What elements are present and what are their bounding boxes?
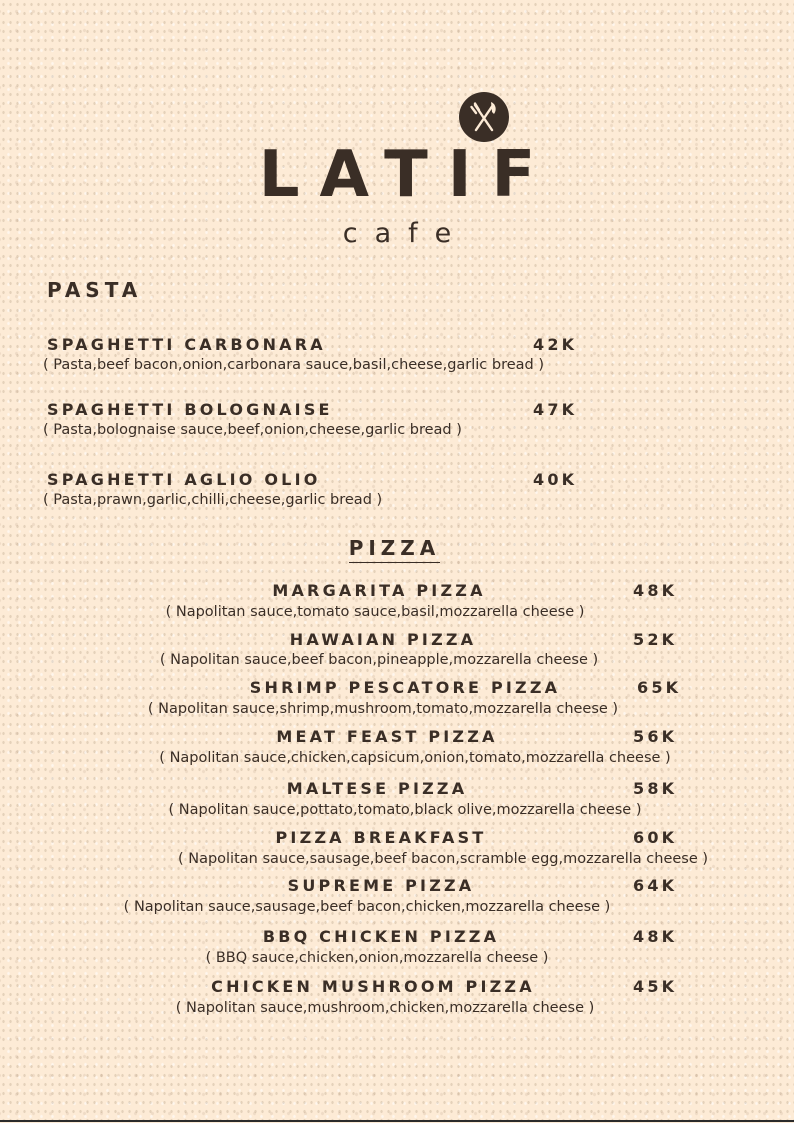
pizza-item-desc: ( Napolitan sauce,sausage,beef bacon,chicken,mozzarella cheese ) [123,899,611,915]
pizza-item-desc: ( Napolitan sauce,shrimp,mushroom,tomato,mozzarella cheese ) [147,701,619,717]
pizza-item-desc: ( BBQ sauce,chicken,onion,mozzarella cheese ) [205,950,549,966]
pasta-item-desc: ( Pasta,bolognaise sauce,beef,onion,cheese,garlic bread ) [43,422,462,438]
pasta-item-desc: ( Pasta,prawn,garlic,chilli,cheese,garlic bread ) [43,492,383,508]
pasta-item-price: 40K [533,470,578,489]
pizza-item-name: SHRIMP PESCATORE PIZZA [249,678,561,697]
pizza-item-name: CHICKEN MUSHROOM PIZZA [211,977,535,996]
pasta-item-price: 42K [533,335,578,354]
pizza-item-name: MARGARITA PIZZA [272,581,486,600]
page-bottom-edge [0,1120,794,1122]
pizza-item-name: HAWAIAN PIZZA [289,630,477,649]
pizza-item-price: 60K [633,828,678,847]
pizza-item-name: MEAT FEAST PIZZA [276,727,498,746]
pizza-item-name: MALTESE PIZZA [286,779,468,798]
pizza-section-title [0,536,779,560]
pasta-item-price: 47K [533,400,578,419]
pasta-section-title: PASTA [47,278,143,302]
pasta-item-name: SPAGHETTI AGLIO OLIO [47,470,321,489]
pasta-item-name: SPAGHETTI BOLOGNAISE [47,400,333,419]
pizza-item-name: PIZZA BREAKFAST [275,828,487,847]
pizza-item-price: 48K [633,581,678,600]
pizza-title-text: PIZZA [349,536,441,563]
pasta-item-name: SPAGHETTI CARBONARA [47,335,326,354]
pizza-item-name: SUPREME PIZZA [287,876,475,895]
pizza-item-desc: ( Napolitan sauce,mushroom,chicken,mozzarella cheese ) [175,1000,595,1016]
fork-knife-icon [459,92,509,142]
brand-subtitle: cafe [342,218,469,249]
pasta-item-desc: ( Pasta,beef bacon,onion,carbonara sauce,basil,cheese,garlic bread ) [43,357,545,373]
pizza-item-price: 65K [637,678,682,697]
pizza-item-desc: ( Napolitan sauce,beef bacon,pineapple,mozzarella cheese ) [159,652,599,668]
pizza-item-price: 64K [633,876,678,895]
pizza-item-price: 56K [633,727,678,746]
pizza-item-desc: ( Napolitan sauce,chicken,capsicum,onion,tomato,mozzarella cheese ) [159,750,671,766]
pizza-item-price: 45K [633,977,678,996]
brand-name: LATIF [258,138,556,212]
pizza-item-price: 58K [633,779,678,798]
pizza-item-desc: ( Napolitan sauce,pottato,tomato,black olive,mozzarella cheese ) [168,802,642,818]
pizza-item-desc: ( Napolitan sauce,sausage,beef bacon,scramble egg,mozzarella cheese ) [177,851,709,867]
pizza-item-price: 52K [633,630,678,649]
pizza-item-price: 48K [633,927,678,946]
pizza-item-name: BBQ CHICKEN PIZZA [262,927,500,946]
pizza-item-desc: ( Napolitan sauce,tomato sauce,basil,mozzarella cheese ) [165,604,585,620]
